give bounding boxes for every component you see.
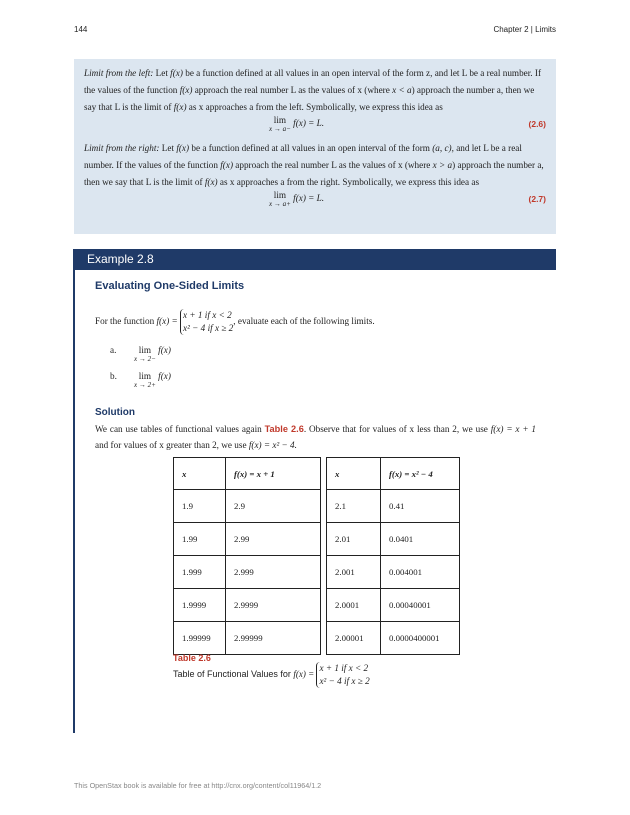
table-caption: Table of Functional Values for f(x) = x + 1 if x < 2 x² − 4 if x ≥ 2 xyxy=(173,663,370,686)
right-limit-definition: Limit from the right: Let f(x) be a function defined at all values in an open interval of the form (a, c), and let L be a real number. If the values of the function f(x) approach the real number L as the values of x (where x > a) approach the number a, then we say that L is the limit of f(x) as x approaches a from the right. Symbolically, we express this idea as xyxy=(84,143,544,187)
table-cell: 0.004001 xyxy=(381,556,460,589)
table-cell: 2.9999 xyxy=(226,589,321,622)
table-cell: 2.99999 xyxy=(226,622,321,655)
table-cell: 1.99 xyxy=(174,523,226,556)
table-cell: 0.0401 xyxy=(381,523,460,556)
functional-values-table xyxy=(173,457,460,655)
table-row xyxy=(174,556,460,589)
table-header: x xyxy=(174,458,226,490)
example-subtitle: Evaluating One-Sided Limits xyxy=(95,280,245,292)
table-cell: 1.9999 xyxy=(174,589,226,622)
table-caption-label: Table 2.6 xyxy=(173,653,211,663)
table-cell: 2.01 xyxy=(327,523,381,556)
table-header: f(x) = x + 1 xyxy=(226,458,321,490)
table-row xyxy=(174,523,460,556)
piecewise-function: x + 1 if x < 2 x² − 4 if x ≥ 2 xyxy=(180,309,233,335)
table-cell: 0.0000400001 xyxy=(381,622,460,655)
example-title-bar: Example 2.8 xyxy=(74,249,556,270)
chapter-label: Chapter 2 | Limits xyxy=(493,25,556,34)
table-cell: 2.0001 xyxy=(327,589,381,622)
part-b: b. lim x → 2+ f(x) xyxy=(110,371,171,389)
example-left-rule xyxy=(73,249,75,733)
table-cell: 2.1 xyxy=(327,490,381,523)
left-limit-term: Limit from the left: xyxy=(84,68,154,78)
problem-statement: For the function f(x) = x + 1 if x < 2 x² − 4 if x ≥ 2, evaluate each of the following limits. xyxy=(95,310,375,333)
table-cell: 1.999 xyxy=(174,556,226,589)
table-cell: 2.999 xyxy=(226,556,321,589)
table-header: x xyxy=(327,458,381,490)
table-cell: 1.99999 xyxy=(174,622,226,655)
right-limit-term: Limit from the right: xyxy=(84,143,160,153)
table-row xyxy=(174,622,460,655)
table-cell: 2.001 xyxy=(327,556,381,589)
table-reference-link[interactable]: Table 2.6 xyxy=(264,424,304,434)
table-cell: 2.9 xyxy=(226,490,321,523)
table-cell: 0.00040001 xyxy=(381,589,460,622)
equation-2-6: lim x → a− f(x) = L. (2.6) xyxy=(269,115,546,133)
table-row xyxy=(174,589,460,622)
definition-box xyxy=(74,59,556,234)
equation-number: (2.6) xyxy=(528,119,546,129)
table-cell: 0.41 xyxy=(381,490,460,523)
solution-text: We can use tables of functional values again Table 2.6. Observe that for values of x less than 2, we use f(x) = x + 1 and for values of x greater than 2, we use f(x) = x² − 4. xyxy=(95,424,536,450)
part-a: a. lim x → 2− f(x) xyxy=(110,345,171,363)
table-cell: 2.00001 xyxy=(327,622,381,655)
equation-number: (2.7) xyxy=(528,194,546,204)
equation-2-7: lim x → a+ f(x) = L. (2.7) xyxy=(269,190,546,208)
table-row xyxy=(174,490,460,523)
solution-title: Solution xyxy=(95,407,135,418)
footer-note: This OpenStax book is available for free at http://cnx.org/content/col11964/1.2 xyxy=(74,781,322,790)
table-cell: 1.9 xyxy=(174,490,226,523)
piecewise-function: x + 1 if x < 2 x² − 4 if x ≥ 2 xyxy=(316,662,369,688)
page-number: 144 xyxy=(74,25,88,34)
table-header: f(x) = x² − 4 xyxy=(381,458,460,490)
table-header-row xyxy=(174,458,460,490)
left-limit-definition: Limit from the left: Let f(x) be a function defined at all values in an open interval of the form z, and let L be a real number. If the values of the function f(x) approach the real number L as the values of x (where x < a) approach the number a, then we say that L is the limit of f(x) as x approaches a from the left. Symbolically, we express this idea as xyxy=(84,68,542,112)
table-cell: 2.99 xyxy=(226,523,321,556)
